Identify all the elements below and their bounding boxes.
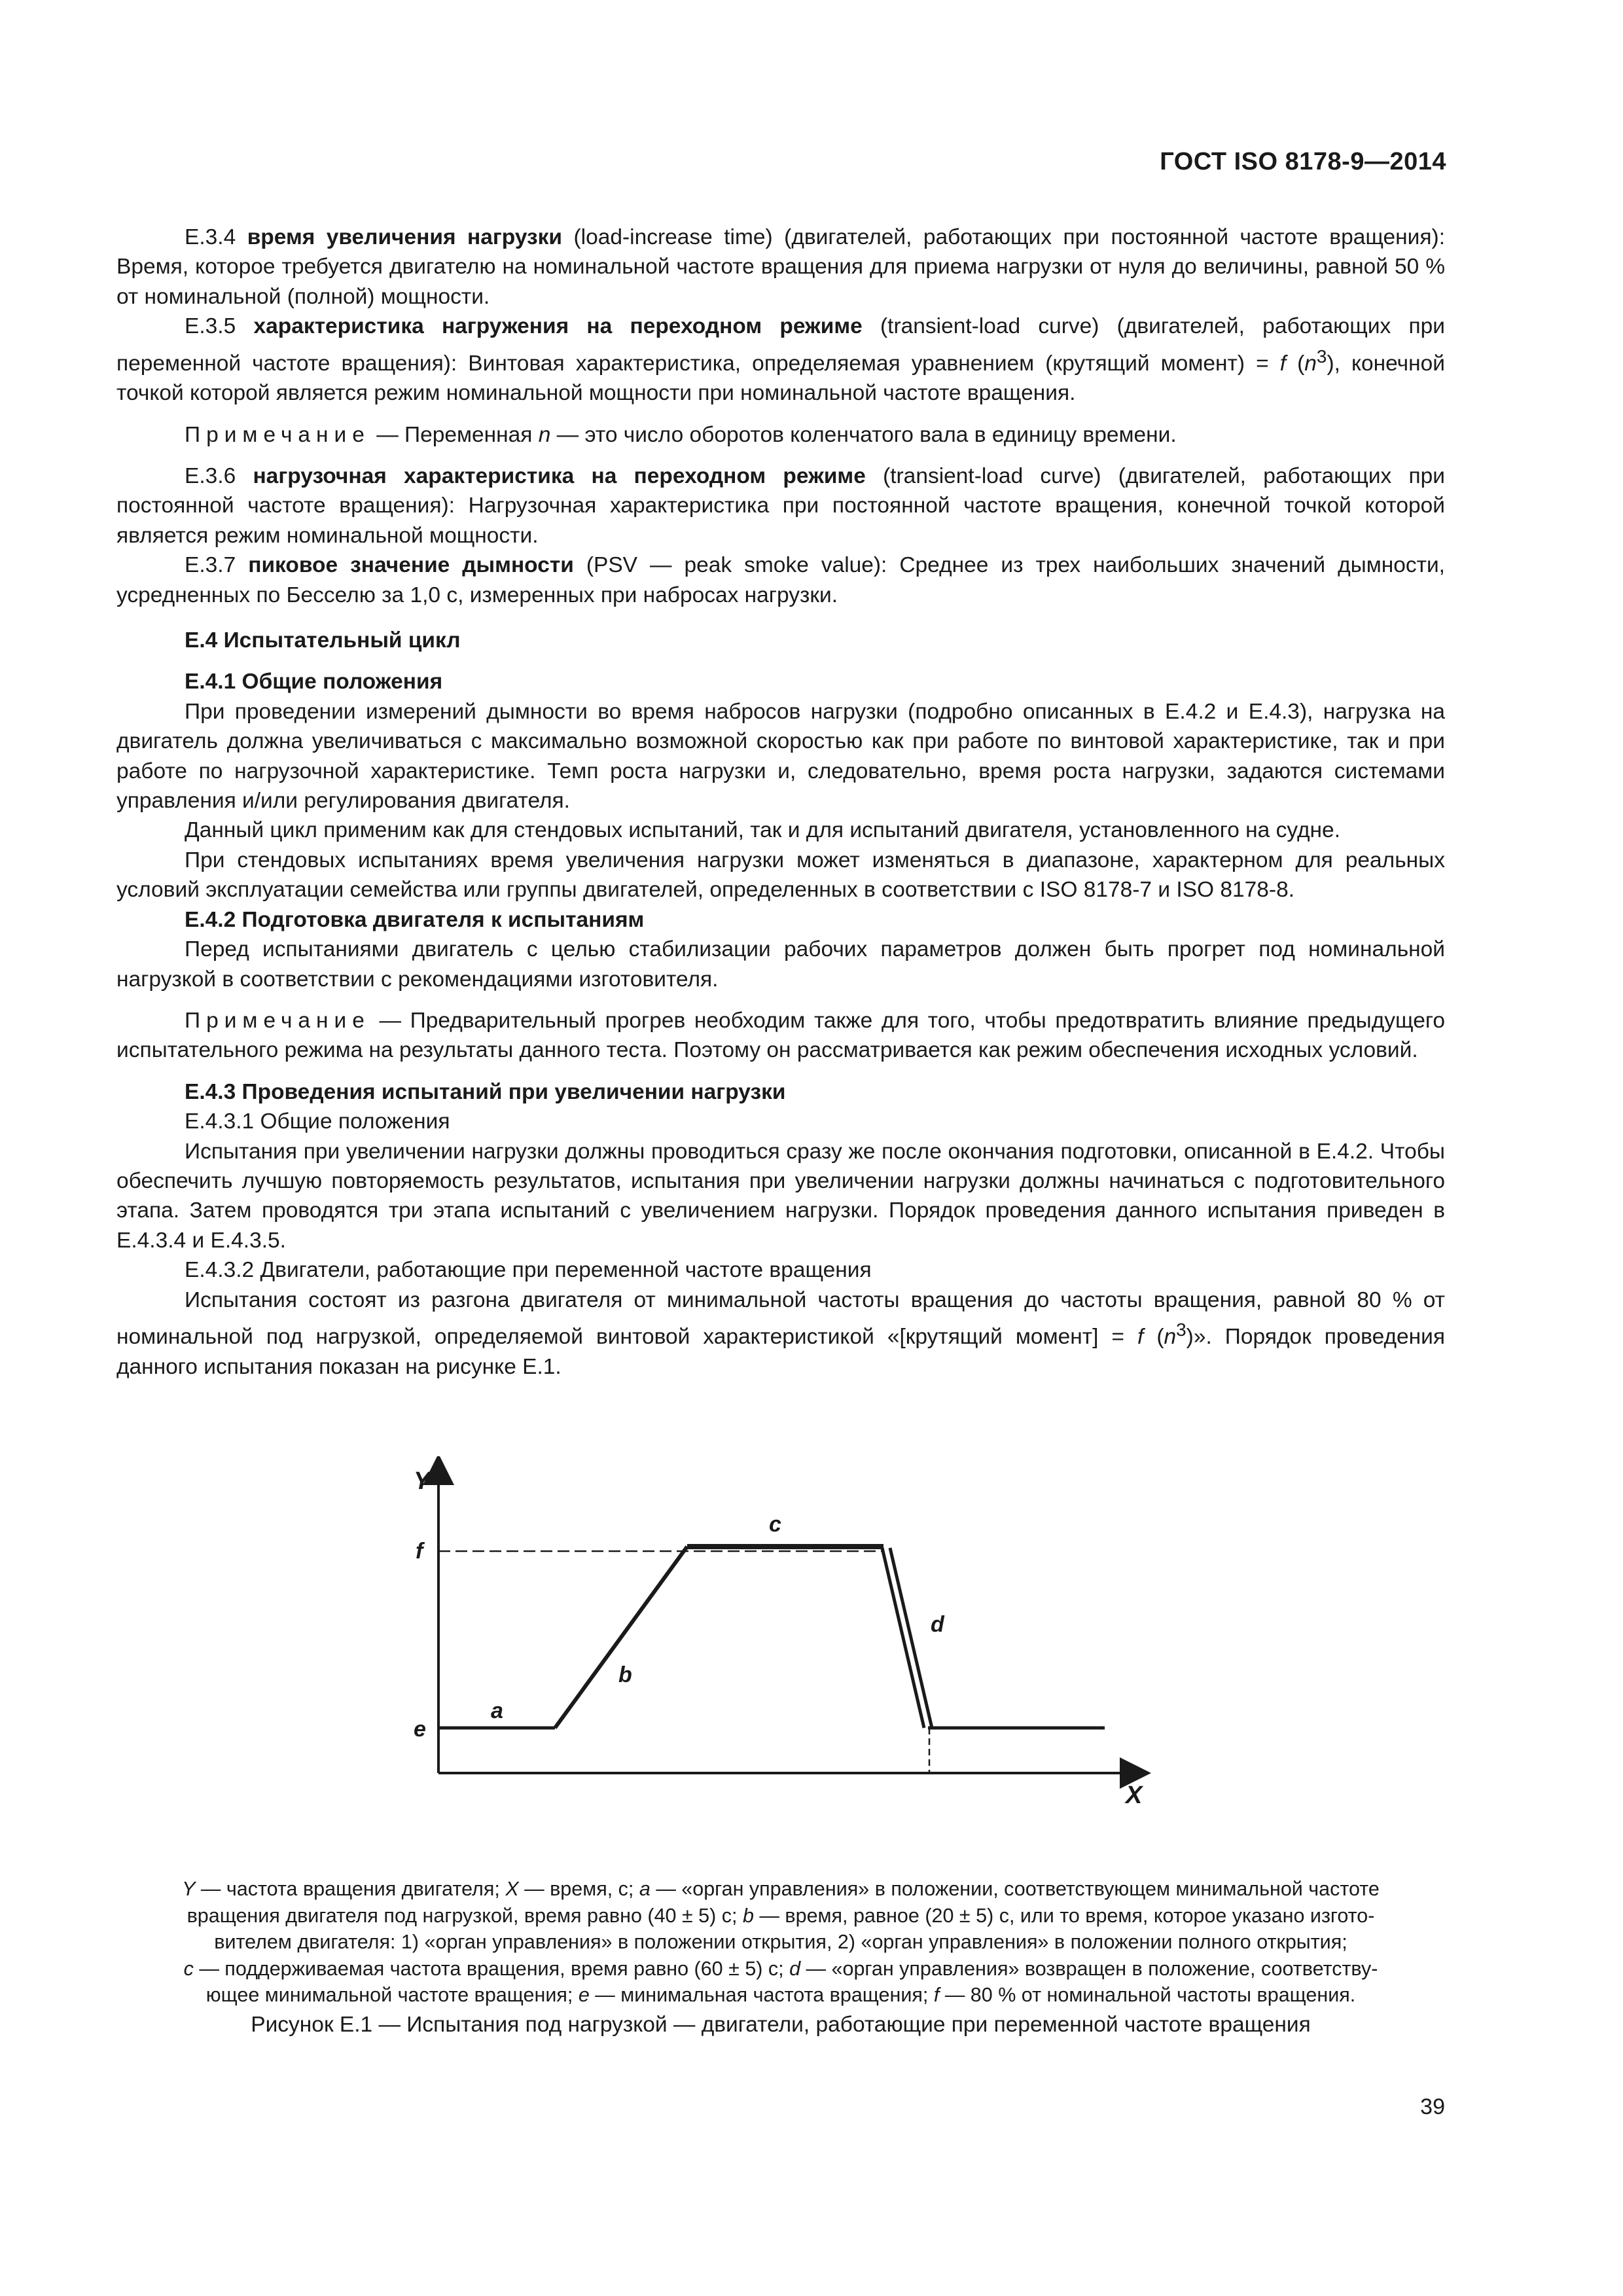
label-b: b [618, 1662, 632, 1687]
figure-e1-diagram [393, 1456, 1165, 1862]
para-e335 [116, 312, 1445, 408]
legend-text: вращения двигателя под нагрузкой, время равно (40 ± 5) с; [187, 1904, 743, 1927]
figure-caption: Рисунок Е.1 — Испытания под нагрузкой — двигатели, работающие при переменной частоте вращения [251, 2013, 1311, 2037]
heading-text: Е.4.3 Проведения испытаний при увеличении нагрузки [185, 1079, 786, 1104]
note-2 [116, 1006, 1445, 1066]
para-e337 [116, 550, 1445, 610]
clause-number: Е.3.6 [185, 464, 253, 488]
para-e334 [116, 223, 1445, 312]
term: характеристика нагружения на переходном режиме [253, 314, 863, 339]
legend-line [116, 1956, 1445, 1982]
segment-b-line [555, 1547, 687, 1728]
label-c: c [769, 1512, 781, 1537]
legend-text: — частота вращения двигателя; [195, 1878, 506, 1900]
heading-text: Е.4.2 Подготовка двигателя к испытаниям [185, 907, 645, 932]
para-e336 [116, 461, 1445, 550]
para-e431: Испытания при увеличении нагрузки должны проводиться сразу же после окончания подготовки, описанной в Е.4.2. Чтобы обеспечить лучшую повторяемость результатов, испытания при увеличении нагрузки должны начинаться с подготовительного этапа. Затем проводятся три этапа испытаний с увеличением нагрузки. Порядок проведения данного испытания приведен в Е.4.3.4 и Е.4.3.5. [116, 1139, 1445, 1253]
legend-line [116, 1876, 1445, 1903]
legend-line [116, 1903, 1445, 1929]
clause-text: (PSV — peak smoke value): Среднее из трех наибольших значений дымности, усредненных по Бесселю за 1,0 с, измеренных при набросах нагрузки. [116, 553, 1445, 607]
heading-text: Е.4 Испытательный цикл [185, 628, 461, 653]
para-e42-1: Перед испытаниями двигатель с целью стабилизации рабочих параметров должен быть прогрет под номинальной нагрузкой в соответствии с рекомендациями изготовителя. [116, 937, 1445, 992]
legend-text: — «орган управления» возвращен в положение, соответству- [800, 1957, 1378, 1980]
legend-symbol: X [505, 1878, 519, 1900]
section-heading-e42 [116, 905, 1445, 935]
legend-symbol: c [183, 1957, 194, 1980]
legend-symbol: a [639, 1878, 651, 1900]
legend-symbol: d [789, 1957, 801, 1980]
para-e41-3: При стендовых испытаниях время увеличения нагрузки может изменяться в диапазоне, характерном для реальных условий эксплуатации семейства или группы двигателей, определенных в соответствии с ISO 8178-7 и ISO 8178-8. [116, 848, 1445, 903]
note-text: — это число оборотов коленчатого вала в единицу времени. [550, 422, 1177, 447]
section-heading-e43 [116, 1077, 1445, 1107]
clause-text: ), конечной точкой которой является режим номинальной мощности при номинальной частоте вращения. [116, 351, 1445, 406]
x-axis-label: X [1126, 1782, 1143, 1809]
legend-symbol: b [742, 1904, 754, 1927]
clause-number: Е.3.5 [185, 314, 254, 339]
document-body [116, 223, 1445, 1382]
figure-legend [116, 1876, 1445, 2009]
legend-line: вителем двигателя: 1) «орган управления» в положении открытия, 2) «орган управления» в положении полного открытия; [214, 1931, 1347, 1953]
clause-text: (transient-load curve) (двигателей, работающих при постоянной частоте вращения): Нагрузочная характеристика при постоянной частоте вращения, конечной точкой которой является режим номинальной мощности. [116, 464, 1446, 548]
legend-line [116, 1982, 1445, 2009]
para-e432 [116, 1285, 1445, 1382]
clause-number: Е.3.7 [185, 553, 249, 578]
legend-symbol: f [933, 1984, 940, 2006]
legend-text: — минимальная частота вращения; [589, 1984, 934, 2006]
legend-text: ющее минимальной частоте вращения; [205, 1984, 579, 2006]
formula-paren: ( [1286, 351, 1305, 376]
section-heading-e4 [116, 626, 1445, 655]
legend-symbol: e [578, 1984, 590, 2006]
formula-n: n [1164, 1325, 1177, 1350]
clause-text: (load-increase time) (двигателей, работающих при постоянной частоте вращения): Время, которое требуется двигателю на номинальной частоте вращения для приема нагрузки от нуля до величины, равной 50 % от номинальной (полной) мощности. [116, 225, 1445, 309]
formula-n: n [1304, 351, 1317, 376]
note-label: Примечание [185, 422, 370, 447]
note-variable: n [538, 422, 551, 447]
term: пиковое значение дымности [248, 553, 574, 578]
para-text: )». Порядок проведения данного испытания показан на рисунке Е.1. [116, 1325, 1445, 1379]
note-text: — Предварительный прогрев необходим также для того, чтобы предотвратить влияние предыдущего испытательного режима на результаты данного теста. Поэтому он рассматривается как режим обеспечения исходных условий. [116, 1008, 1445, 1063]
formula-exponent: 3 [1316, 346, 1327, 367]
page-number: 39 [1420, 2094, 1445, 2119]
y-axis-label: Y [414, 1467, 431, 1495]
clause-text: (transient-load curve) (двигателей, работающих при переменной частоте вращения): Винтовая характеристика, определяемая уравнением (крутящий момент) = [116, 314, 1445, 376]
load-test-diagram [393, 1456, 1165, 1862]
label-d: d [931, 1612, 944, 1637]
subheading-e431: Е.4.3.1 Общие положения [185, 1109, 450, 1134]
note-label: Примечание [185, 1008, 370, 1033]
legend-text: — время, равное (20 ± 5) с, или то время, которое указано изгото- [753, 1904, 1375, 1927]
term: время увеличения нагрузки [247, 225, 563, 249]
segment-d-line-2 [890, 1548, 932, 1728]
formula-f: f [1137, 1325, 1144, 1350]
legend-text: — поддерживаемая частота вращения, время равно (60 ± 5) с; [193, 1957, 790, 1980]
label-e: e [414, 1717, 426, 1742]
page-header-standard: ГОСТ ISO 8178-9—2014 [1160, 148, 1446, 175]
subheading-e432: Е.4.3.2 Двигатели, работающие при переменной частоте вращения [185, 1258, 872, 1283]
term: нагрузочная характеристика на переходном режиме [253, 464, 866, 488]
note-text: — Переменная [370, 422, 539, 447]
formula-exponent: 3 [1176, 1319, 1186, 1340]
legend-text: — время, с; [518, 1878, 639, 1900]
heading-text: Е.4.1 Общие положения [185, 670, 443, 694]
label-f: f [416, 1539, 423, 1564]
section-heading-e41 [116, 667, 1445, 696]
para-e41-1: При проведении измерений дымности во время набросов нагрузки (подробно описанных в Е.4.2 и Е.4.3), нагрузка на двигатель должна увеличиваться с максимально возможной скоростью как при работе по винтовой характеристике, так и при работе по нагрузочной характеристике. Темп роста нагрузки и, следовательно, время роста нагрузки, задаются системами управления и/или регулирования двигателя. [116, 699, 1445, 814]
para-e41-2: Данный цикл применим как для стендовых испытаний, так и для испытаний двигателя, установленного на судне. [185, 818, 1340, 843]
formula-paren: ( [1143, 1325, 1164, 1350]
note-1 [116, 420, 1445, 450]
segment-d-line-1 [882, 1548, 924, 1728]
label-a: a [491, 1698, 503, 1723]
legend-symbol: Y [182, 1878, 196, 1900]
clause-number: Е.3.4 [185, 225, 247, 249]
formula-f: f [1279, 351, 1287, 376]
legend-text: — 80 % от номинальной частоты вращения. [939, 1984, 1356, 2006]
legend-text: — «орган управления» в положении, соответствующем минимальной частоте [650, 1878, 1380, 1900]
para-text: Испытания состоят из разгона двигателя от минимальной частоты вращения до частоты вращения, равной 80 % от номинальной под нагрузкой, определяемой винтовой характеристикой «[крутящий момент] = [116, 1287, 1445, 1350]
